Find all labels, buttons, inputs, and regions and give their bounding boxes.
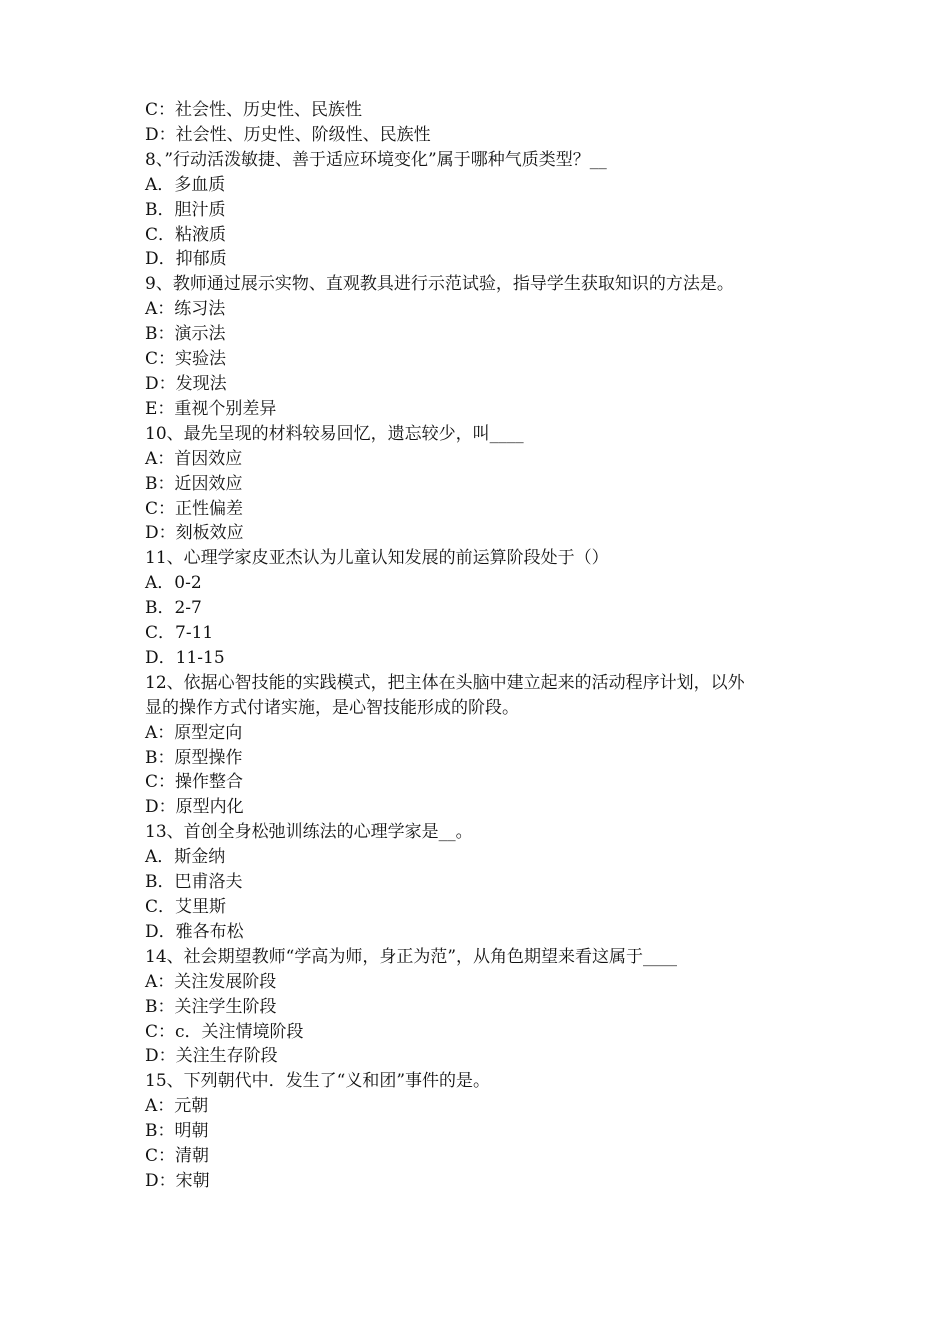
- answer-option: B．2-7: [145, 598, 202, 619]
- answer-option: D：宋朝: [145, 1170, 210, 1191]
- question-13: 13、首创全身松弛训练法的心理学家是__。: [145, 822, 473, 843]
- answer-option: E：重视个别差异: [145, 398, 277, 419]
- answer-option: D：原型内化: [145, 797, 244, 818]
- question-11: 11、心理学家皮亚杰认为儿童认知发展的前运算阶段处于（）: [145, 548, 609, 569]
- answer-option: B．巴甫洛夫: [145, 872, 243, 893]
- answer-option: C．7-11: [145, 623, 214, 644]
- question-15: 15、下列朝代中．发生了“义和团”事件的是。: [145, 1071, 491, 1092]
- answer-option: D：刻板效应: [145, 523, 244, 544]
- answer-option: C：社会性、历史性、民族性: [145, 100, 363, 120]
- answer-option: B：原型操作: [145, 747, 243, 768]
- answer-option: B：关注学生阶段: [145, 996, 277, 1017]
- answer-option: D．抑郁质: [145, 249, 227, 270]
- answer-option: A．多血质: [145, 174, 226, 195]
- answer-option: C：正性偏差: [145, 498, 244, 519]
- answer-option: D．雅各布松: [145, 921, 244, 942]
- question-10: 10、最先呈现的材料较易回忆，遗忘较少，叫____: [145, 423, 524, 444]
- answer-option: C．粘液质: [145, 224, 227, 245]
- answer-option: B：演示法: [145, 324, 226, 345]
- answer-option: A．斯金纳: [145, 847, 226, 868]
- answer-option: B：明朝: [145, 1121, 209, 1142]
- answer-option: B．胆汁质: [145, 199, 226, 220]
- answer-option: A：练习法: [145, 299, 226, 320]
- question-8: 8、”行动活泼敏捷、善于适应环境变化”属于哪种气质类型？__: [145, 149, 607, 170]
- answer-option: A．0-2: [145, 573, 202, 594]
- question-12-continued: 显的操作方式付诸实施，是心智技能形成的阶段。: [145, 697, 519, 718]
- answer-option: A：首因效应: [145, 448, 243, 469]
- answer-option: C：操作整合: [145, 772, 244, 793]
- question-12: 12、依据心智技能的实践模式，把主体在头脑中建立起来的活动程序计划，以外: [145, 672, 745, 693]
- answer-option: C．艾里斯: [145, 897, 227, 917]
- answer-option: D：发现法: [145, 373, 227, 394]
- answer-option: B：近因效应: [145, 473, 243, 494]
- answer-option: C：实验法: [145, 349, 227, 370]
- answer-option: A：元朝: [145, 1096, 209, 1117]
- answer-option: D：社会性、历史性、阶级性、民族性: [145, 124, 431, 145]
- answer-option: C：清朝: [145, 1146, 210, 1167]
- answer-option: D．11-15: [145, 647, 225, 668]
- question-14: 14、社会期望教师“学高为师，身正为范”，从角色期望来看这属于____: [145, 946, 678, 967]
- question-9: 9、教师通过展示实物、直观教具进行示范试验，指导学生获取知识的方法是。: [145, 274, 734, 295]
- answer-option: D：关注生存阶段: [145, 1046, 278, 1067]
- answer-option: C：c．关注情境阶段: [145, 1021, 304, 1042]
- answer-option: A：原型定向: [145, 722, 243, 743]
- document-body: [145, 98, 825, 1194]
- answer-option: A：关注发展阶段: [145, 971, 277, 992]
